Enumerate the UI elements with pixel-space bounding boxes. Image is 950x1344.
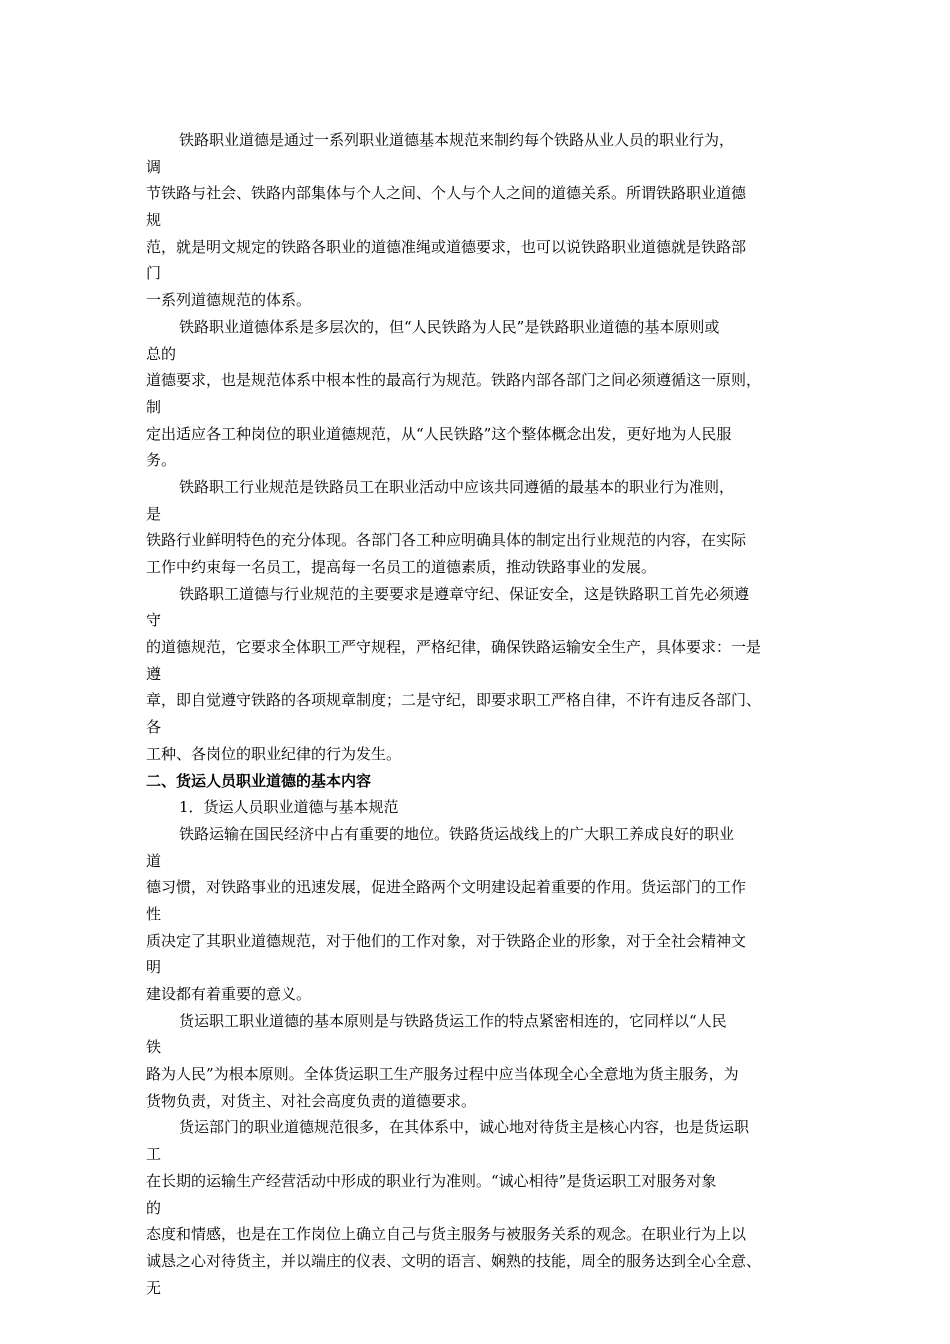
text-line: 铁路行业鲜明特色的充分体现。各部门各工种应明确具体的制定出行业规范的内容，在实际: [146, 531, 747, 550]
paragraph-first-line: 铁路运输在国民经济中占有重要的地位。铁路货运战线上的广大职工养成良好的职业: [179, 824, 735, 843]
paragraph-first-line: 铁路职业道德是通过一系列职业道德基本规范来制约每个铁路从业人员的职业行为，: [179, 131, 735, 149]
subsection-heading: 1．货运人员职业道德与基本规范: [179, 798, 399, 817]
text-line: 道德要求，也是规范体系中根本性的最高行为规范。铁路内部各部门之间必须遵循这一原则，: [146, 371, 762, 390]
text-line: 的道德规范，它要求全体职工严守规程，严格纪律，确保铁路运输安全生产，具体要求：一是: [146, 638, 762, 657]
document-body: [146, 127, 826, 1301]
text-line: 铁: [146, 1038, 162, 1057]
text-line: 工作中约束每一名员工，提高每一名员工的道德素质，推动铁路事业的发展。: [146, 558, 657, 576]
text-line: 范，就是明文规定的铁路各职业的道德准绳或道德要求，也可以说铁路职业道德就是铁路部: [146, 237, 747, 256]
text-line: 一系列道德规范的体系。: [146, 291, 312, 310]
text-line: 定出适应各工种岗位的职业道德规范，从“人民铁路”这个整体概念出发，更好地为人民服: [146, 424, 732, 443]
text-line: 节铁路与社会、铁路内部集体与个人之间、个人与个人之间的道德关系。所谓铁路职业道德: [146, 184, 747, 203]
text-line: 规: [146, 211, 162, 230]
text-line: 的: [146, 1198, 162, 1217]
paragraph-first-line: 货运职工职业道德的基本原则是与铁路货运工作的特点紧密相连的，它同样以“人民: [179, 1011, 727, 1030]
text-line: 工种、各岗位的职业纪律的行为发生。: [146, 744, 402, 763]
text-line: 遵: [146, 664, 162, 683]
text-line: 调: [146, 157, 162, 176]
paragraph-first-line: 铁路职工道德与行业规范的主要要求是遵章守纪、保证安全，这是铁路职工首先必须遵: [179, 584, 750, 603]
text-line: 门: [146, 264, 162, 283]
text-line: 货物负责，对货主、对社会高度负责的道德要求。: [146, 1091, 477, 1110]
text-line: 性: [146, 904, 162, 923]
text-line: 工: [146, 1145, 162, 1164]
text-line: 守: [146, 611, 162, 630]
text-line: 态度和情感，也是在工作岗位上确立自己与货主服务与被服务关系的观念。在职业行为上以: [146, 1225, 747, 1244]
text-line: 质决定了其职业道德规范，对于他们的工作对象，对于铁路企业的形象，对于全社会精神文: [146, 931, 747, 950]
paragraph-first-line: 铁路职业道德体系是多层次的，但“人民铁路为人民”是铁路职业道德的基本原则或: [179, 317, 720, 336]
text-line: 道: [146, 851, 162, 870]
text-line: 建设都有着重要的意义。: [146, 985, 312, 1003]
text-line: 明: [146, 958, 162, 977]
text-line: 无: [146, 1278, 162, 1297]
paragraph-first-line: 货运部门的职业道德规范很多，在其体系中，诚心地对待货主是核心内容，也是货运职: [179, 1118, 750, 1137]
text-line: 诚恳之心对待货主，并以端庄的仪表、文明的语言、娴熟的技能，周全的服务达到全心全意、: [146, 1251, 762, 1270]
text-line: 总的: [146, 344, 177, 363]
text-line: 各: [146, 718, 162, 737]
text-line: 章，即自觉遵守铁路的各项规章制度；二是守纪，即要求职工严格自律，不许有违反各部门、: [146, 691, 762, 710]
text-line: 德习惯，对铁路事业的迅速发展，促进全路两个文明建设起着重要的作用。货运部门的工作: [146, 878, 747, 897]
paragraph-first-line: 铁路职工行业规范是铁路员工在职业活动中应该共同遵循的最基本的职业行为准则，: [179, 477, 735, 496]
text-line: 路为人民”为根本原则。全体货运职工生产服务过程中应当体现全心全意地为货主服务，为: [146, 1065, 739, 1084]
text-line: 务。: [146, 451, 177, 470]
text-line: 制: [146, 397, 162, 416]
text-line: 在长期的运输生产经营活动中形成的职业行为准则。“诚心相待”是货运职工对服务对象: [146, 1171, 717, 1190]
text-line: 是: [146, 504, 162, 523]
section-heading: 二、货运人员职业道德的基本内容: [146, 771, 372, 790]
